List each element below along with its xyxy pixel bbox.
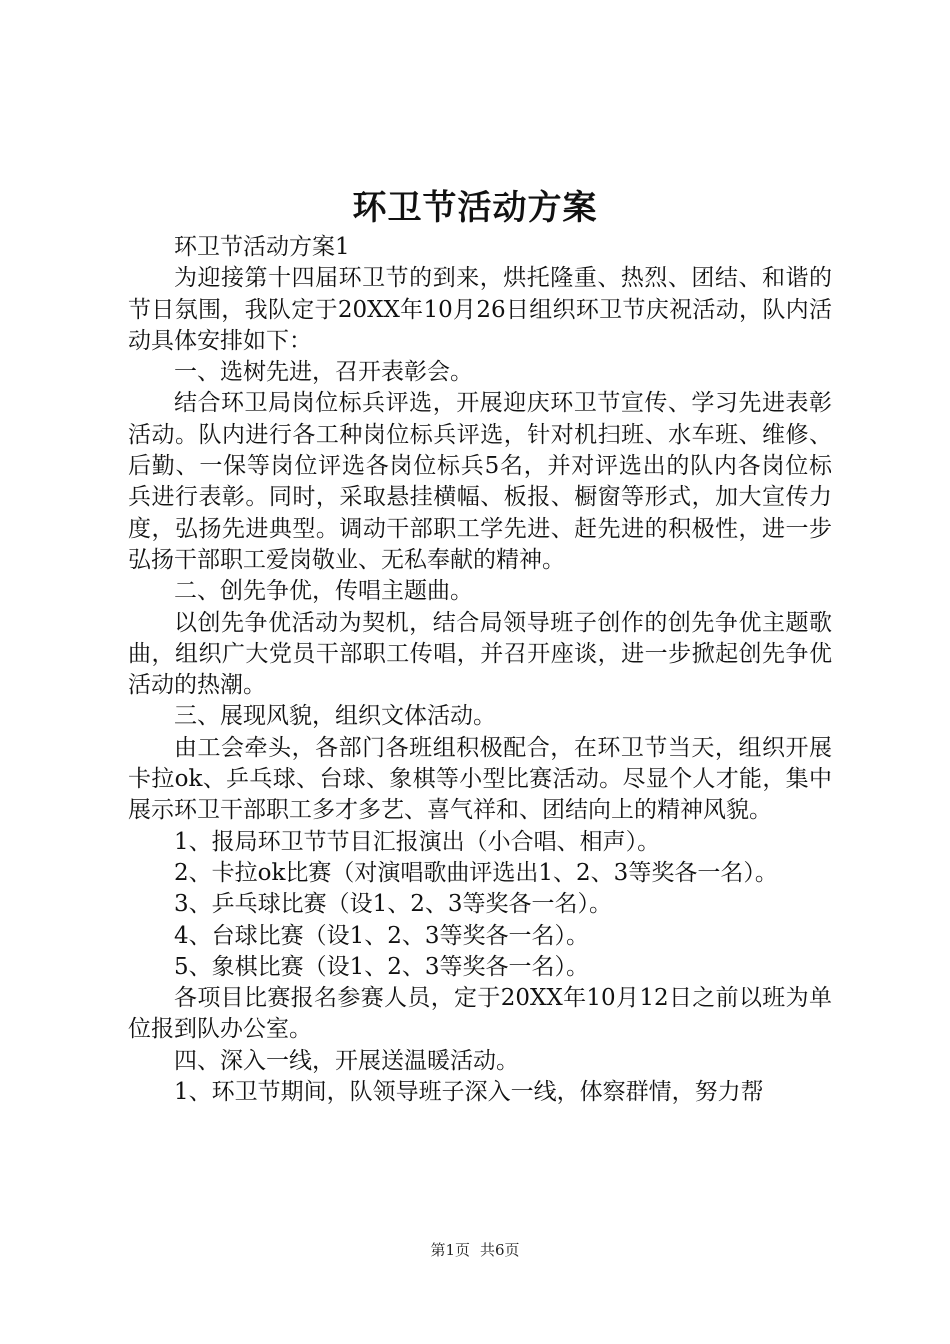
list-item: 4、台球比赛（设1、2、3等奖各一名）。 [174, 922, 590, 949]
paragraph: 结合环卫局岗位标兵评选，开展迎庆环卫节宣传、学习先进表彰活动。队内进行各工种岗位标兵评选，针对机扫班、水车班、维修、后勤、一保等岗位评选各岗位标兵5名，并对评选出的队内各岗位标兵进行表彰。同时，采取悬挂横幅、板报、橱窗等形式，加大宣传力度，弘扬先进典型。调动干部职工学先进、赶先进的积极性，进一步弘扬干部职工爱岗敬业、无私奉献的精神。 [128, 390, 832, 573]
section-heading: 三、展现风貌，组织文体活动。 [174, 703, 496, 730]
paragraph: 为迎接第十四届环卫节的到来，烘托隆重、热烈、团结、和谐的节日氛围，我队定于20XX年10月26日组织环卫节庆祝活动，队内活动具体安排如下： [128, 265, 832, 354]
page-total: 共6页 [480, 1241, 520, 1259]
page-footer [0, 1240, 950, 1260]
list-item: 1、报局环卫节节目汇报演出（小合唱、相声）。 [174, 828, 661, 855]
list-item: 2、卡拉ok比赛（对演唱歌曲评选出1、2、3等奖各一名）。 [174, 859, 778, 886]
section-heading: 四、深入一线，开展送温暖活动。 [174, 1047, 519, 1074]
document-body [128, 232, 832, 1108]
paragraph: 由工会牵头，各部门各班组积极配合，在环卫节当天，组织开展卡拉ok、乒乓球、台球、象棋等小型比赛活动。尽显个人才能，集中展示环卫干部职工多才多艺、喜气祥和、团结向上的精神风貌。 [128, 734, 832, 824]
list-item: 3、乒乓球比赛（设1、2、3等奖各一名）。 [174, 891, 613, 918]
document-title: 环卫节活动方案 [352, 188, 598, 228]
list-item: 1、环卫节期间，队领导班子深入一线，体察群情，努力帮 [174, 1079, 764, 1106]
section-heading: 一、选树先进，召开表彰会。 [174, 359, 473, 386]
section-heading: 二、创先争优，传唱主题曲。 [174, 578, 473, 605]
paragraph-heading: 环卫节活动方案1 [174, 234, 350, 260]
paragraph: 以创先争优活动为契机，结合局领导班子创作的创先争优主题歌曲，组织广大党员干部职工传唱，并召开座谈，进一步掀起创先争优活动的热潮。 [128, 609, 832, 699]
list-item: 5、象棋比赛（设1、2、3等奖各一名）。 [174, 953, 590, 980]
page-number: 第1页 [430, 1241, 470, 1259]
paragraph: 各项目比赛报名参赛人员，定于20XX年10月12日之前以班为单位报到队办公室。 [128, 985, 832, 1043]
